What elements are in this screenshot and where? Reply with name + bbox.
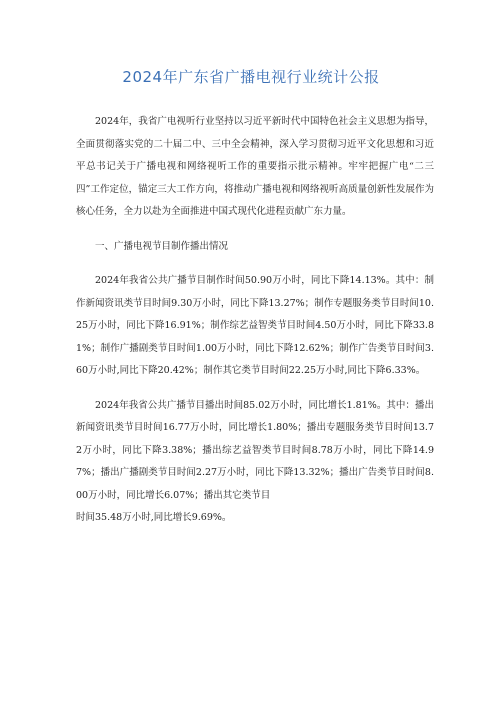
document-title: 2024年广东省广播电视行业统计公报 (122, 68, 380, 86)
broadcast-paragraph-tail: 时间35.48万小时,同比增长9.69%。 (76, 512, 232, 523)
section-heading: 一、广播电视节目制作播出情况 (95, 240, 229, 252)
broadcast-paragraph: 2024年我省公共广播节目播出时间85.02万小时，同比增长1.81%。其中：播出新闻资讯类节目时间16.77万小时，同比增长1.80%；播出专题服务类节目时间13.72万小时，同比下降3.38%；播出综艺益智类节目时间8.78万小时，同比下降14.97%；播出广播剧类节目时间2.27万小时，同比下降13.32%；播出广告类节目时间8.00万小时，同比增长6.07%；播出其它类节目 (76, 399, 434, 501)
intro-paragraph: 2024年，我省广电视听行业坚持以习近平新时代中国特色社会主义思想为指导，全面贯彻落实党的二十届二中、三中全会精神，深入学习贯彻习近平文化思想和习近平总书记关于广播电视和网络视听工作的重要指示批示精神。牢牢把握广电“二三四”工作定位，锚定三大工作方向，将推动广播电视和网络视听高质量创新性发展作为核心任务，全力以赴为全面推进中国式现代化进程贡献广东力量。 (76, 116, 434, 217)
production-paragraph: 2024年我省公共广播节目制作时间50.90万小时，同比下降14.13%。其中：制作新闻资讯类节目时间9.30万小时，同比下降13.27%；制作专题服务类节目时间10.25万小时，同比下降16.91%；制作综艺益智类节目时间4.50万小时，同比下降33.81%；制作广播剧类节目时间1.00万小时，同比下降12.62%；制作广告类节目时间3.60万小时,同比下降20.42%；制作其它类节目时间22.25万小时,同比下降6.33%。 (76, 275, 434, 376)
